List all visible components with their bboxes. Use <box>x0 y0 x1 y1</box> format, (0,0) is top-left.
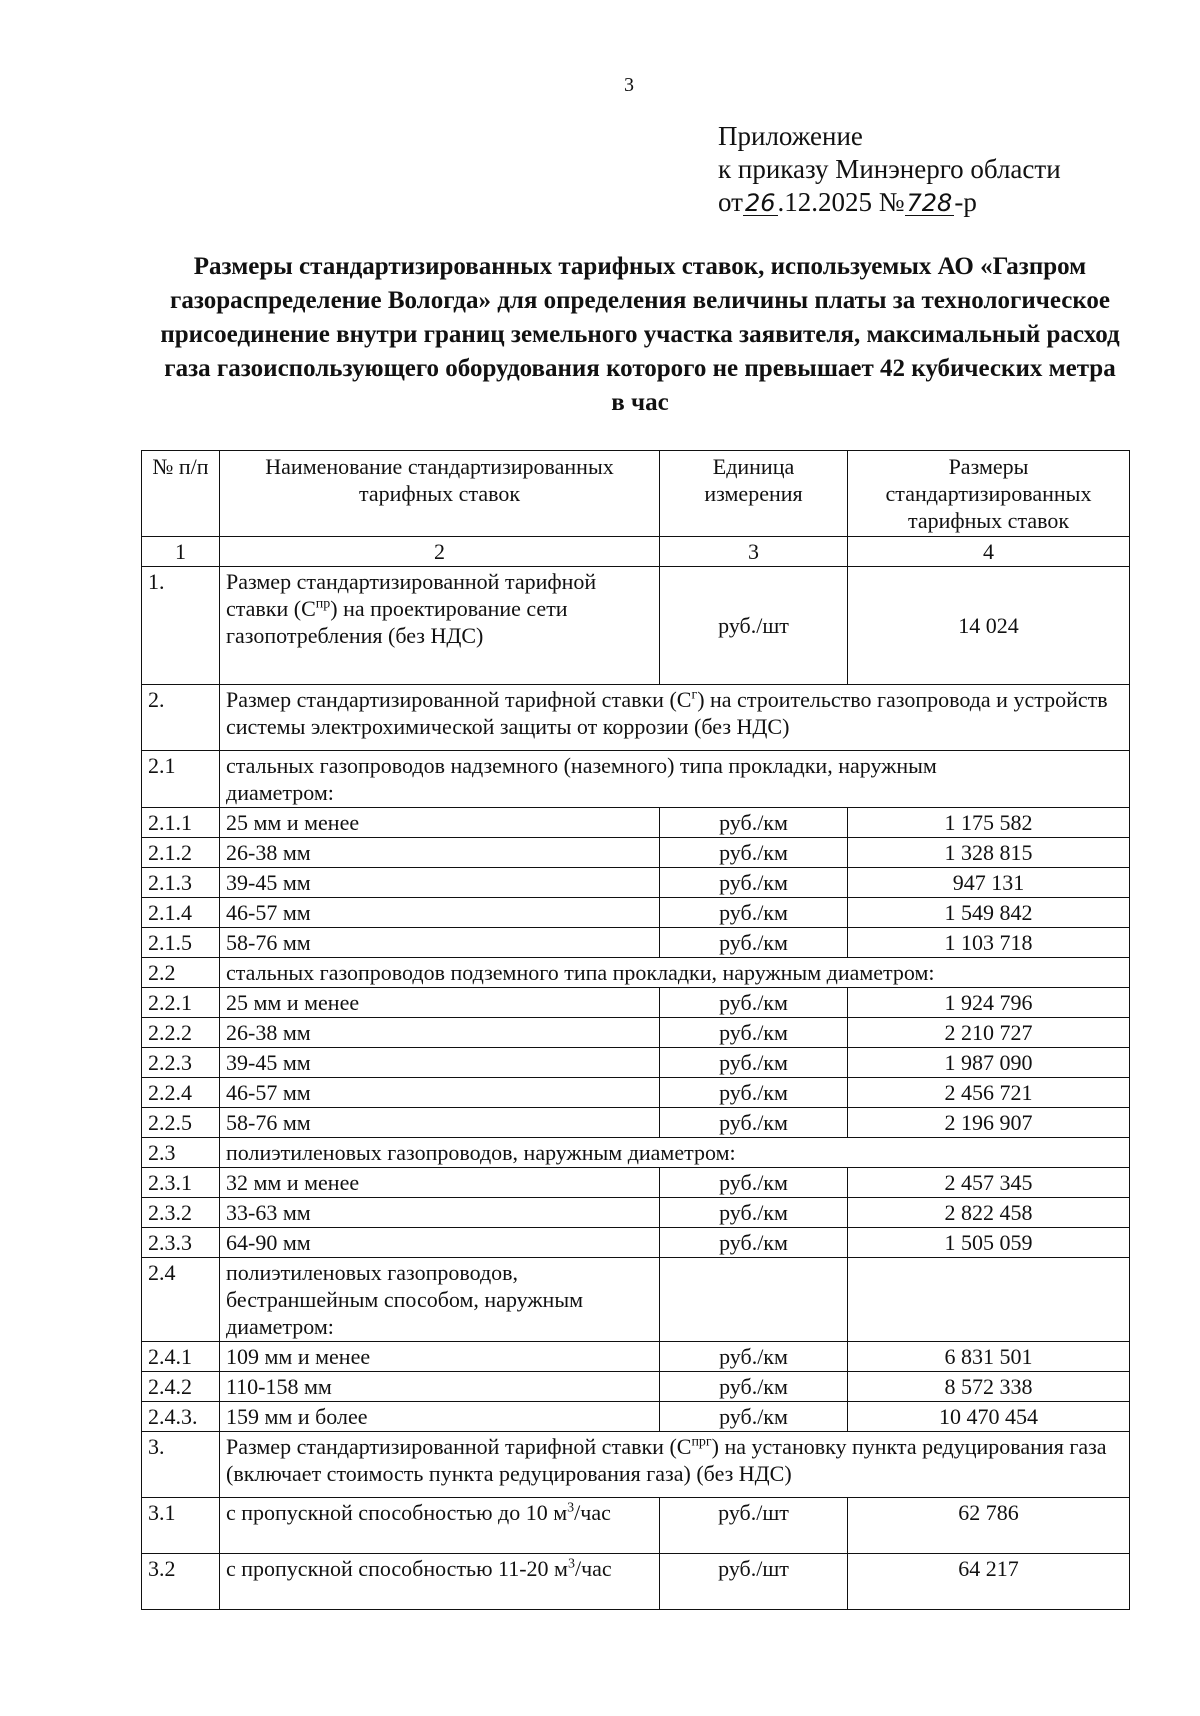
index-row <box>142 537 1130 567</box>
row-num: 2.2 <box>142 958 220 988</box>
row-name: 64-90 мм <box>220 1228 660 1258</box>
row-value: 1 175 582 <box>848 808 1130 838</box>
row-value: 1 987 090 <box>848 1048 1130 1078</box>
row-num: 2.3.3 <box>142 1228 220 1258</box>
row-name: Размер стандартизированной тарифной ставки $(С^{прг})$ на установку пункта редуцирования газа (включает стоимость пункта редуцирования газа) (без НДС) <box>220 1432 1130 1498</box>
row-name: 46-57 мм <box>220 898 660 928</box>
table-row <box>142 1498 1130 1554</box>
row-num: 1. <box>142 567 220 685</box>
date-rest: .12.2025 № <box>777 187 905 217</box>
row-unit: руб./км <box>660 808 848 838</box>
row-num: 2.2.5 <box>142 1108 220 1138</box>
row-value: 1 924 796 <box>848 988 1130 1018</box>
row-num: 2.1.2 <box>142 838 220 868</box>
row-unit: руб./км <box>660 1342 848 1372</box>
row-value: 2 457 345 <box>848 1168 1130 1198</box>
index-cell: 1 <box>142 537 220 567</box>
row-num: 2. <box>142 685 220 751</box>
table-row <box>142 1432 1130 1498</box>
handwritten-day: 26 <box>744 189 776 217</box>
appendix-line-1: Приложение <box>718 121 863 151</box>
row-name: 32 мм и менее <box>220 1168 660 1198</box>
row-name: с пропускной способностью до 10 $м^3$/час <box>220 1498 660 1554</box>
row-num: 2.2.2 <box>142 1018 220 1048</box>
row-num: 2.1.4 <box>142 898 220 928</box>
index-cell: 3 <box>660 537 848 567</box>
table-row <box>142 1108 1130 1138</box>
row-unit: руб./шт <box>660 1554 848 1610</box>
row-unit: руб./км <box>660 1168 848 1198</box>
table-row <box>142 751 1130 808</box>
table-row <box>142 1228 1130 1258</box>
row-value: 64 217 <box>848 1554 1130 1610</box>
row-value: 14 024 <box>848 567 1130 685</box>
row-value: 1 549 842 <box>848 898 1130 928</box>
row-num: 2.3.1 <box>142 1168 220 1198</box>
row-num: 3. <box>142 1432 220 1498</box>
row-num: 2.4.3. <box>142 1402 220 1432</box>
row-unit: руб./км <box>660 1018 848 1048</box>
table-row <box>142 1402 1130 1432</box>
row-value: 6 831 501 <box>848 1342 1130 1372</box>
row-value: 8 572 338 <box>848 1372 1130 1402</box>
header-num: № п/п <box>142 451 220 537</box>
page-number: 3 <box>624 74 634 96</box>
table-row <box>142 1372 1130 1402</box>
row-name: Размер стандартизированной тарифной ставки $(С^г)$ на строительство газопровода и устройств системы электрохимической защиты от коррозии (без НДС) <box>220 685 1130 751</box>
row-value: 2 210 727 <box>848 1018 1130 1048</box>
row-unit: руб./км <box>660 1402 848 1432</box>
table-row <box>142 1258 1130 1342</box>
tariff-rates-table <box>141 450 1130 1610</box>
row-value: 10 470 454 <box>848 1402 1130 1432</box>
row-unit: руб./шт <box>660 567 848 685</box>
table-row <box>142 1078 1130 1108</box>
row-unit <box>660 1258 848 1342</box>
order-suffix: -р <box>954 187 977 217</box>
row-name: полиэтиленовых газопроводов, бестраншейным способом, наружным диаметром: <box>220 1258 660 1342</box>
row-unit: руб./км <box>660 1108 848 1138</box>
row-num: 2.4.1 <box>142 1342 220 1372</box>
row-name: 109 мм и менее <box>220 1342 660 1372</box>
table-row <box>142 928 1130 958</box>
row-unit: руб./км <box>660 988 848 1018</box>
header-unit: Единица измерения <box>660 451 848 537</box>
table-row <box>142 838 1130 868</box>
table-row <box>142 1342 1130 1372</box>
row-value: 1 328 815 <box>848 838 1130 868</box>
row-name: Размер стандартизированной тарифной ставки $(С^{пр})$ на проектирование сети газопотребления (без НДС) <box>220 567 660 685</box>
row-name: 25 мм и менее <box>220 988 660 1018</box>
appendix-block <box>718 120 1061 219</box>
row-unit: руб./км <box>660 868 848 898</box>
table-row <box>142 868 1130 898</box>
table-row <box>142 898 1130 928</box>
row-num: 2.1.1 <box>142 808 220 838</box>
row-unit: руб./км <box>660 1228 848 1258</box>
table-row <box>142 1554 1130 1610</box>
row-name: 26-38 мм <box>220 838 660 868</box>
row-value: 62 786 <box>848 1498 1130 1554</box>
row-num: 2.3 <box>142 1138 220 1168</box>
appendix-line-2: к приказу Минэнерго области <box>718 154 1061 184</box>
row-num: 2.2.1 <box>142 988 220 1018</box>
table-row <box>142 1018 1130 1048</box>
table-row <box>142 988 1130 1018</box>
row-unit: руб./км <box>660 838 848 868</box>
table-row <box>142 1198 1130 1228</box>
header-size: Размеры стандартизированных тарифных ставок <box>848 451 1130 537</box>
index-cell: 4 <box>848 537 1130 567</box>
row-name: 58-76 мм <box>220 1108 660 1138</box>
table-row <box>142 567 1130 685</box>
row-name: 39-45 мм <box>220 1048 660 1078</box>
row-name: полиэтиленовых газопроводов, наружным диаметром: <box>220 1138 1130 1168</box>
document-title: Размеры стандартизированных тарифных ставок, используемых АО «Газпром газораспределение Вологда» для определения величины платы за технологическое присоединение внутри границ земельного участка заявителя, максимальный расход газа газоиспользующего оборудования которого не превышает 42 кубических метра в час <box>160 253 1120 416</box>
row-name: с пропускной способностью 11-20 $м^3$/час <box>220 1554 660 1610</box>
row-name: 58-76 мм <box>220 928 660 958</box>
table-row <box>142 1168 1130 1198</box>
appendix-date-line <box>718 186 1061 219</box>
row-num: 2.3.2 <box>142 1198 220 1228</box>
header-name: Наименование стандартизированных тарифных ставок <box>220 451 660 537</box>
table-row <box>142 1048 1130 1078</box>
row-num: 3.1 <box>142 1498 220 1554</box>
row-value: 1 103 718 <box>848 928 1130 958</box>
row-num: 2.2.4 <box>142 1078 220 1108</box>
row-name: 39-45 мм <box>220 868 660 898</box>
row-value: 1 505 059 <box>848 1228 1130 1258</box>
table-row <box>142 685 1130 751</box>
handwritten-order-number: 728 <box>906 189 953 217</box>
row-value: 947 131 <box>848 868 1130 898</box>
table-row <box>142 1138 1130 1168</box>
row-name: стальных газопроводов подземного типа прокладки, наружным диаметром: <box>220 958 1130 988</box>
row-value <box>848 1258 1130 1342</box>
date-prefix: от <box>718 187 743 217</box>
index-cell: 2 <box>220 537 660 567</box>
row-name: 159 мм и более <box>220 1402 660 1432</box>
row-num: 2.4 <box>142 1258 220 1342</box>
row-unit: руб./км <box>660 1372 848 1402</box>
row-num: 3.2 <box>142 1554 220 1610</box>
row-value: 2 456 721 <box>848 1078 1130 1108</box>
row-unit: руб./км <box>660 1078 848 1108</box>
row-unit: руб./км <box>660 928 848 958</box>
row-value: 2 822 458 <box>848 1198 1130 1228</box>
row-name: 33-63 мм <box>220 1198 660 1228</box>
table-row <box>142 808 1130 838</box>
row-name: 110-158 мм <box>220 1372 660 1402</box>
row-name: стальных газопроводов надземного (наземного) типа прокладки, наружным диаметром: <box>220 751 1130 808</box>
row-name: 26-38 мм <box>220 1018 660 1048</box>
row-num: 2.1.3 <box>142 868 220 898</box>
row-unit: руб./шт <box>660 1498 848 1554</box>
row-name: 25 мм и менее <box>220 808 660 838</box>
row-num: 2.1.5 <box>142 928 220 958</box>
row-num: 2.2.3 <box>142 1048 220 1078</box>
row-unit: руб./км <box>660 898 848 928</box>
row-name: 46-57 мм <box>220 1078 660 1108</box>
row-num: 2.1 <box>142 751 220 808</box>
row-unit: руб./км <box>660 1198 848 1228</box>
table-row <box>142 958 1130 988</box>
row-num: 2.4.2 <box>142 1372 220 1402</box>
header-row <box>142 451 1130 537</box>
row-unit: руб./км <box>660 1048 848 1078</box>
row-value: 2 196 907 <box>848 1108 1130 1138</box>
